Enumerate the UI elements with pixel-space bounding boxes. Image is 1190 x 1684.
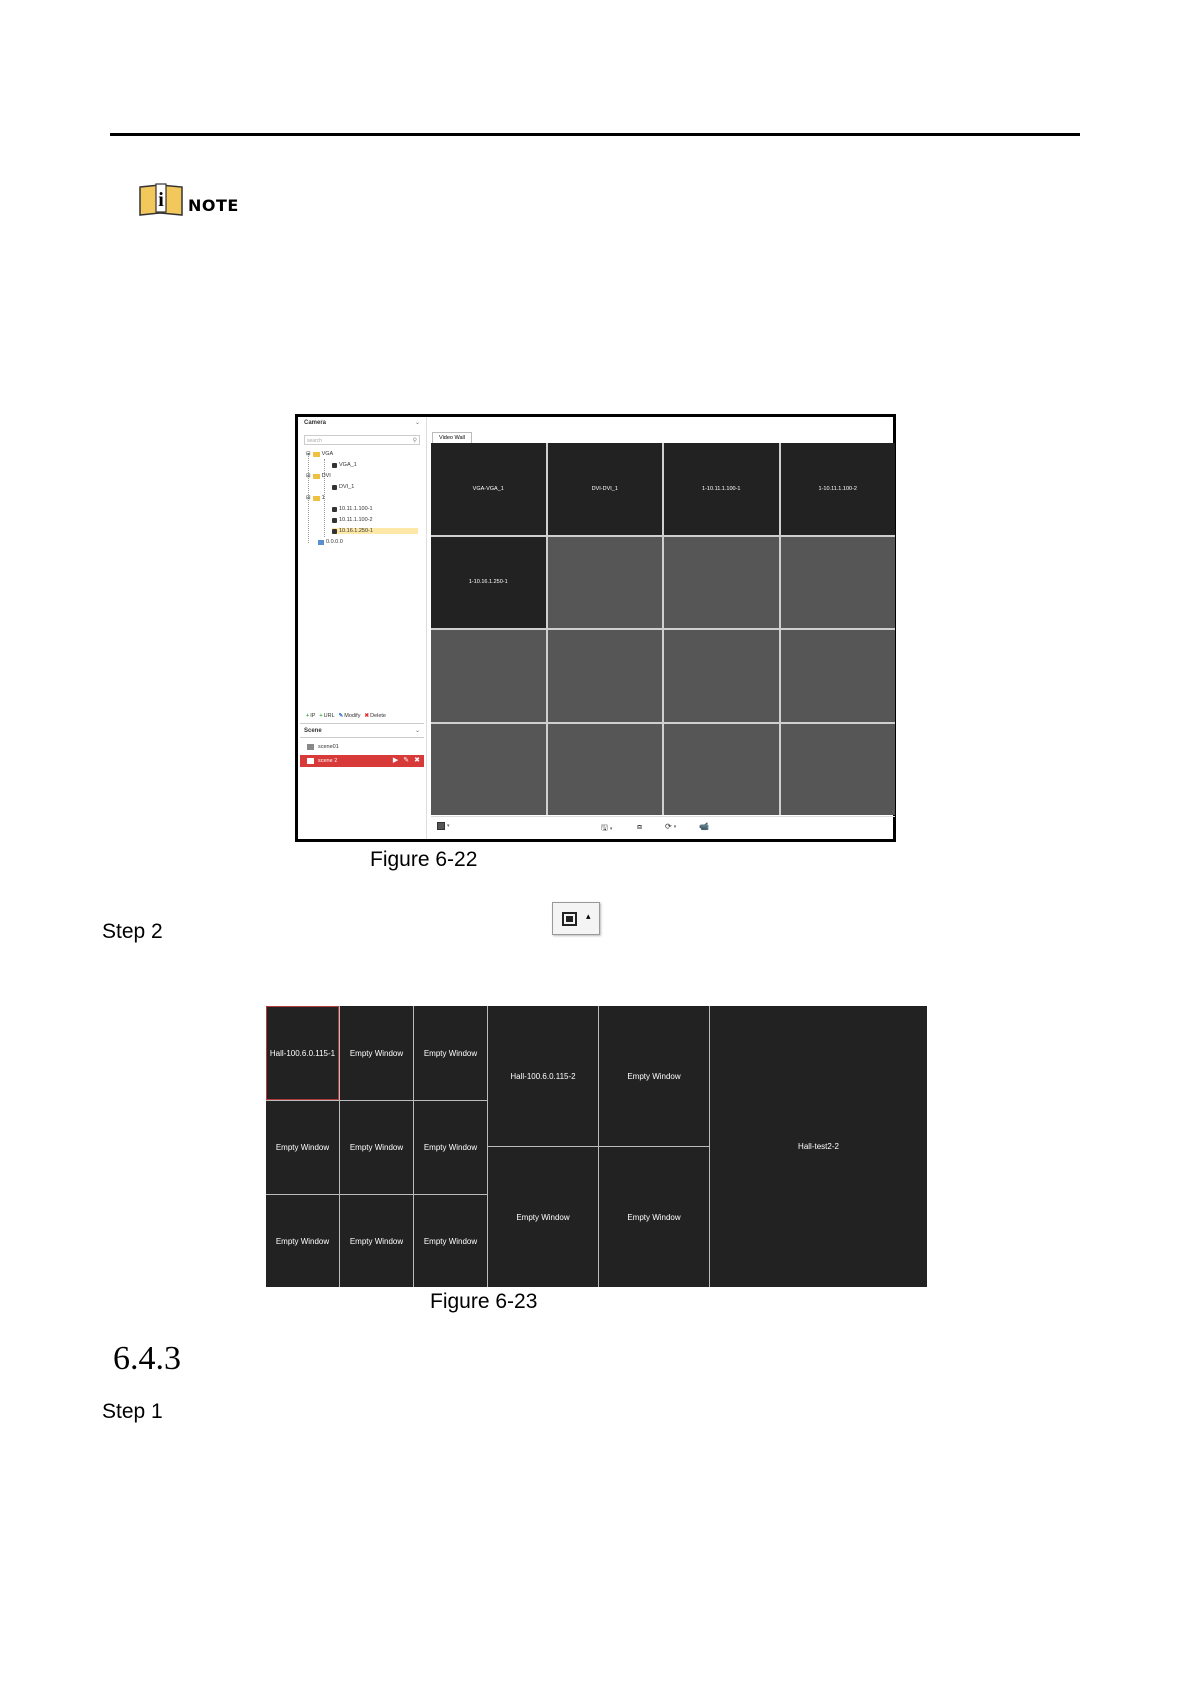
video-window[interactable]: Empty Window xyxy=(414,1195,487,1287)
dropdown-arrow-icon: ▾ xyxy=(447,823,450,829)
note-callout xyxy=(138,182,239,216)
camera-sidebar xyxy=(298,417,427,839)
refresh-button[interactable] xyxy=(665,822,676,831)
wall-cell[interactable] xyxy=(781,537,896,629)
tab-video-wall[interactable]: Video Wall xyxy=(432,432,472,443)
camera-search-input[interactable]: search ⚲ xyxy=(304,435,420,445)
tree-camera-dvi1[interactable]: DVI_1 xyxy=(332,484,354,490)
wall-cell[interactable] xyxy=(431,630,546,722)
wall-cell[interactable]: VGA-VGA_1 xyxy=(431,443,546,535)
step-2-label: Step 2 xyxy=(102,920,163,943)
play-icon[interactable]: ▶ xyxy=(392,757,399,764)
wall-cell[interactable] xyxy=(781,724,896,816)
tree-camera-250-1[interactable]: 10.16.1.250-1 xyxy=(332,528,418,534)
search-icon[interactable]: ⚲ xyxy=(412,438,417,444)
section-number: 6.4.3 xyxy=(113,1340,181,1377)
video-window[interactable]: Empty Window xyxy=(266,1195,339,1287)
window-division-screenshot xyxy=(266,1006,927,1287)
wall-cell[interactable]: 1-10.11.1.100-1 xyxy=(664,443,779,535)
window-division-button-icon[interactable] xyxy=(552,902,600,935)
tree-group-vga[interactable]: ⊟ VGA xyxy=(306,451,334,457)
video-window[interactable]: Empty Window xyxy=(414,1101,487,1194)
wall-cell[interactable] xyxy=(548,630,663,722)
video-window[interactable]: Empty Window xyxy=(340,1101,413,1194)
add-url-button[interactable]: + URL xyxy=(319,713,335,719)
wall-cell[interactable] xyxy=(548,724,663,816)
scene-icon xyxy=(307,758,314,764)
video-window[interactable]: Hall-100.6.0.115-1 xyxy=(266,1006,339,1100)
svg-text:i: i xyxy=(158,189,164,211)
dropdown-arrow-icon: ▴ xyxy=(586,911,591,921)
video-wall-screenshot xyxy=(295,414,896,842)
scene-icon xyxy=(307,744,314,750)
screen-layout-icon xyxy=(437,822,445,830)
video-window[interactable]: Empty Window xyxy=(599,1006,709,1146)
wall-cell[interactable] xyxy=(431,724,546,816)
clear-wall-button[interactable] xyxy=(637,822,642,832)
modify-button[interactable]: ✎ Modify xyxy=(338,713,361,719)
camera-output-button[interactable] xyxy=(699,822,709,831)
wall-cell[interactable]: DVI-DVI_1 xyxy=(548,443,663,535)
header-rule xyxy=(110,133,1080,136)
video-window[interactable]: Hall-100.6.0.115-2 xyxy=(488,1006,598,1146)
camera-actions xyxy=(306,713,386,719)
wall-cell[interactable] xyxy=(548,537,663,629)
video-window[interactable]: Empty Window xyxy=(266,1101,339,1194)
save-scene-button[interactable] xyxy=(601,822,612,836)
tree-group-1[interactable]: ⊟ 1 xyxy=(306,495,325,501)
dropdown-arrow-icon: ▾ xyxy=(673,823,677,830)
refresh-icon: ⟳ xyxy=(665,822,672,831)
edit-icon[interactable]: ✎ xyxy=(403,757,410,764)
tree-camera-100-2[interactable]: 10.11.1.100-2 xyxy=(332,517,373,523)
add-ip-button[interactable]: + IP xyxy=(306,713,316,719)
wall-cell[interactable] xyxy=(664,724,779,816)
scene-item-1[interactable]: scene01 xyxy=(300,741,424,753)
tree-group-dvi[interactable]: ⊟ DVI xyxy=(306,473,331,479)
tree-network-node[interactable]: 0.0.0.0 xyxy=(318,539,343,545)
wall-cell[interactable] xyxy=(664,630,779,722)
figure-6-23-caption: Figure 6-23 xyxy=(430,1290,538,1313)
collapse-chevron-icon[interactable]: ⌄ xyxy=(414,420,420,426)
wall-cell[interactable] xyxy=(781,630,896,722)
tree-camera-vga1[interactable]: VGA_1 xyxy=(332,462,357,468)
note-label: NOTE xyxy=(188,195,239,215)
scene-chevron-icon[interactable]: ⌄ xyxy=(414,728,420,734)
video-window[interactable]: Empty Window xyxy=(488,1147,598,1287)
delete-button[interactable]: ✖ Delete xyxy=(364,713,386,719)
wall-toolbar xyxy=(431,816,895,839)
wall-cell[interactable]: 1-10.11.1.100-2 xyxy=(781,443,896,535)
scene-panel-title: Scene xyxy=(304,728,322,734)
close-icon[interactable]: ✖ xyxy=(414,757,420,764)
video-window[interactable]: Hall-test2-2 xyxy=(710,1006,927,1287)
video-window[interactable]: Empty Window xyxy=(340,1006,413,1100)
camera-panel-title: Camera xyxy=(304,420,327,426)
scene-item-2[interactable]: scene 2 ▶ ✎ ✖ xyxy=(300,755,424,767)
video-wall-grid xyxy=(431,443,895,815)
save-icon: 🖫 xyxy=(601,823,608,832)
video-window[interactable]: Empty Window xyxy=(599,1147,709,1287)
dropdown-arrow-icon: ▾ xyxy=(609,826,613,832)
video-window[interactable]: Empty Window xyxy=(414,1006,487,1100)
clear-screen-icon: ⧈ xyxy=(637,822,643,831)
screen-layout-icon xyxy=(562,912,577,926)
figure-6-22-caption: Figure 6-22 xyxy=(370,848,478,871)
step-1-label: Step 1 xyxy=(102,1400,163,1423)
tree-camera-100-1[interactable]: 10.11.1.100-1 xyxy=(332,506,373,512)
video-window[interactable]: Empty Window xyxy=(340,1195,413,1287)
note-book-icon xyxy=(138,182,184,216)
camera-icon: 📹 xyxy=(699,822,709,831)
wall-cell[interactable]: 1-10.16.1.250-1 xyxy=(431,537,546,629)
wall-cell[interactable] xyxy=(664,537,779,629)
window-division-button[interactable] xyxy=(437,822,450,830)
